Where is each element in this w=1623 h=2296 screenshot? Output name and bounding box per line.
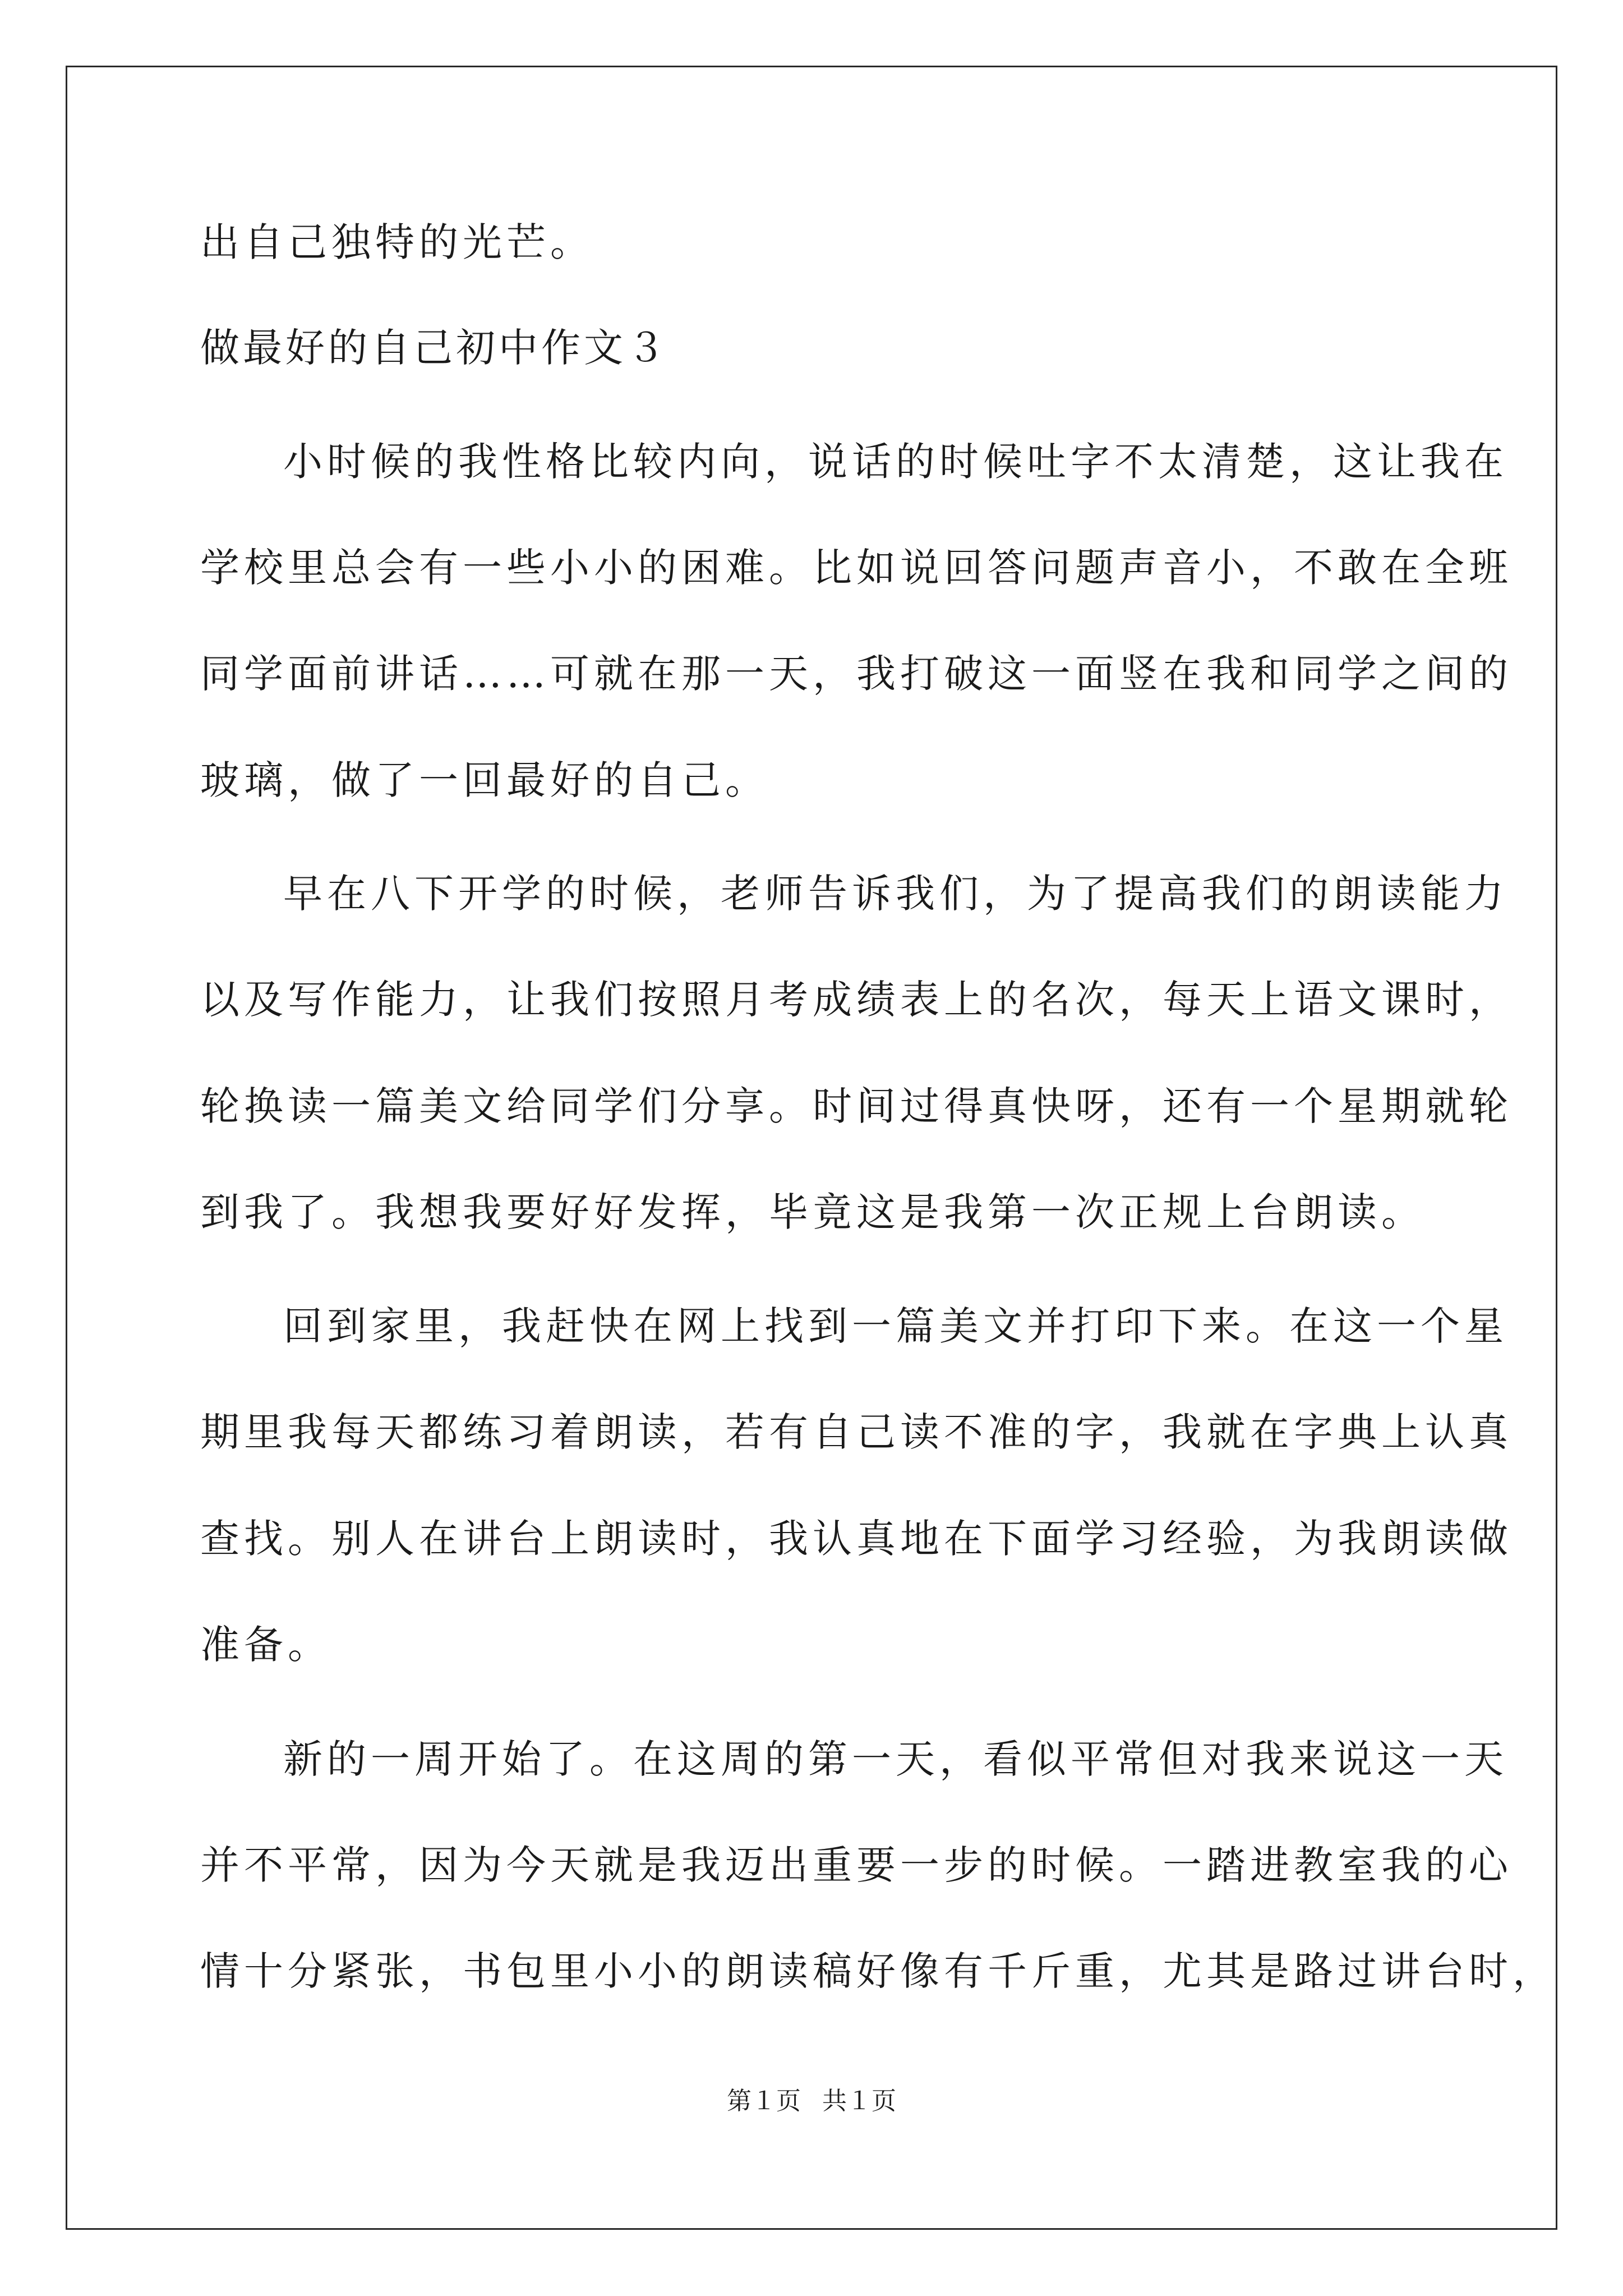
page-footer <box>0 2086 1623 2117</box>
section-heading: 做最好的自己初中作文３ <box>200 325 669 371</box>
text-line: 准备。 <box>200 1622 331 1668</box>
text-line: 到我了。我想我要好好发挥，毕竟这是我第一次正规上台朗读。 <box>200 1189 1425 1235</box>
text-line: 期里我每天都练习着朗读，若有自己读不准的字，我就在字典上认真 <box>200 1409 1513 1455</box>
text-line: 出自己独特的光芒。 <box>200 219 594 265</box>
text-line: 情十分紧张，书包里小小的朗读稿好像有千斤重，尤其是路过讲台时， <box>200 1948 1556 1994</box>
text-line: 早在八下开学的时候，老师告诉我们，为了提高我们的朗读能力 <box>283 871 1508 917</box>
page-total: 共１页 <box>822 2087 896 2115</box>
text-line: 新的一周开始了。在这周的第一天，看似平常但对我来说这一天 <box>283 1736 1508 1782</box>
text-line: 回到家里，我赶快在网上找到一篇美文并打印下来。在这一个星 <box>283 1303 1508 1349</box>
text-line: 查找。别人在讲台上朗读时，我认真地在下面学习经验，为我朗读做 <box>200 1516 1513 1562</box>
page-number: 第１页 <box>727 2087 801 2115</box>
text-line: 同学面前讲话……可就在那一天，我打破这一面竖在我和同学之间的 <box>200 651 1513 697</box>
text-line: 以及写作能力，让我们按照月考成绩表上的名次，每天上语文课时， <box>200 977 1513 1023</box>
text-line: 玻璃，做了一回最好的自己。 <box>200 757 769 803</box>
text-line: 学校里总会有一些小小的困难。比如说回答问题声音小，不敢在全班 <box>200 545 1513 591</box>
page-border <box>66 66 1557 2230</box>
text-line: 小时候的我性格比较内向，说话的时候吐字不太清楚，这让我在 <box>283 439 1508 485</box>
text-line: 并不平常，因为今天就是我迈出重要一步的时候。一踏进教室我的心 <box>200 1842 1513 1888</box>
text-line: 轮换读一篇美文给同学们分享。时间过得真快呀，还有一个星期就轮 <box>200 1083 1513 1129</box>
